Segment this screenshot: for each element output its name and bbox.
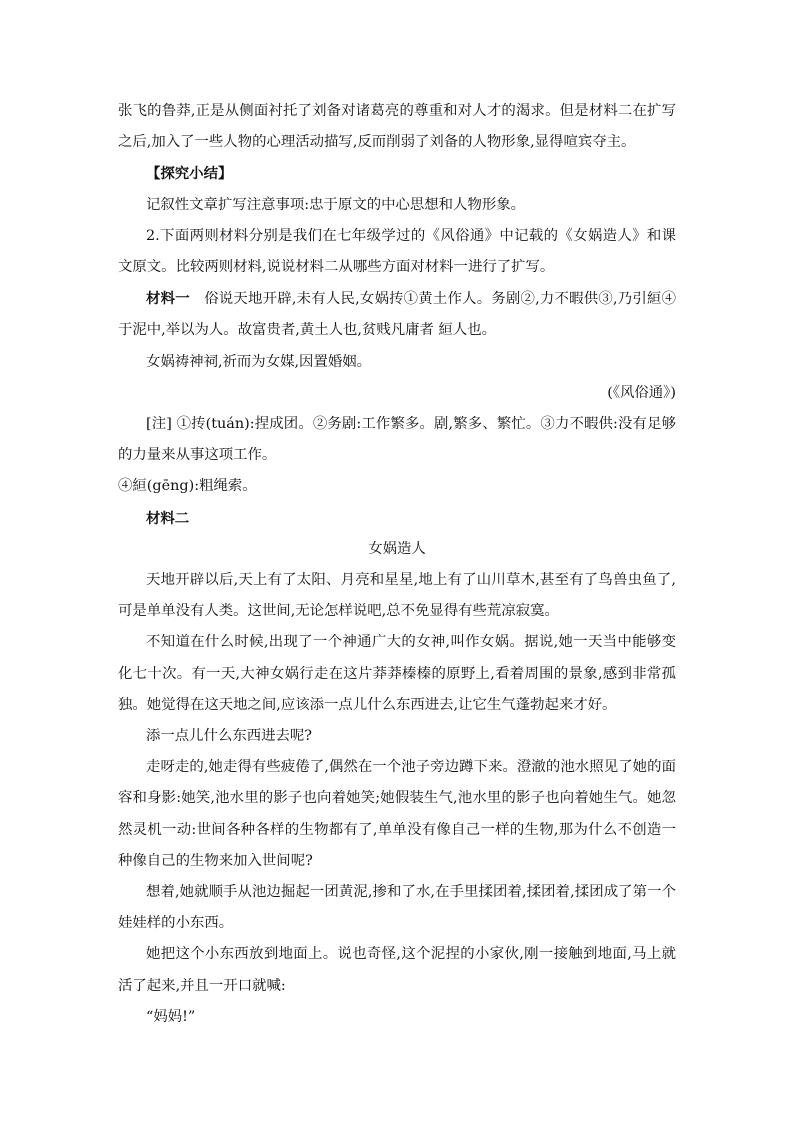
material-one-text: 俗说天地开辟,未有人民,女娲抟①黄土作人。务剧②,力不暇供③,乃引絙④于泥中,举以为人。故富贵者,黄土人也,贫贱凡庸者 絙人也。 xyxy=(118,291,676,339)
material-one-label: 材料一 xyxy=(146,290,190,308)
story-paragraph: 想着,她就顺手从池边掘起一团黄泥,掺和了水,在手里揉团着,揉团着,揉团成了第一个娃娃样的小东西。 xyxy=(118,884,676,932)
story-paragraph: “妈妈!” xyxy=(146,1008,196,1025)
note-paragraph-2: ④絙(gēng):粗绳索。 xyxy=(118,478,257,495)
material-one-text-2: 女娲祷神祠,祈而为女媒,因置婚姻。 xyxy=(146,353,372,370)
section-heading: 【探究小结】 xyxy=(146,165,233,183)
story-title: 女娲造人 xyxy=(368,540,426,557)
story-paragraph: 不知道在什么时候,出现了一个神通广大的女神,叫作女娲。据说,她一天当中能够变化七十次。有一天,大神女娲行走在这片莽莽榛榛的原野上,看着周围的景象,感到非常孤独。她觉得在这天地之间,应该添一点儿什么东西进去,让它生气蓬勃起来才好。 xyxy=(118,634,676,713)
story-paragraph: 天地开辟以后,天上有了太阳、月亮和星星,地上有了山川草木,甚至有了鸟兽虫鱼了,可是单单没有人类。这世间,无论怎样说吧,总不免显得有些荒凉寂寞。 xyxy=(118,572,676,620)
story-paragraph: 她把这个小东西放到地面上。说也奇怪,这个泥捏的小家伙,刚一接触到地面,马上就活了起来,并且一开口就喊: xyxy=(118,946,676,994)
story-paragraph: 添一点儿什么东西进去呢? xyxy=(146,728,313,745)
summary-paragraph: 记叙性文章扩写注意事项:忠于原文的中心思想和人物形象。 xyxy=(146,196,526,213)
document-page xyxy=(118,96,676,1033)
note-paragraph: [注] ①抟(tuán):捏成团。②务剧:工作繁多。剧,繁多、繁忙。③力不暇供:没有足够的力量来从事这项工作。 xyxy=(118,416,676,464)
source-citation: (《风俗通》) xyxy=(607,384,676,401)
paragraph-continued: 张飞的鲁莽,正是从侧面衬托了刘备对诸葛亮的尊重和对人才的渴求。但是材料二在扩写之后,加入了一些人物的心理活动描写,反而削弱了刘备的人物形象,显得喧宾夺主。 xyxy=(118,103,676,151)
story-paragraph: 走呀走的,她走得有些疲倦了,偶然在一个池子旁边蹲下来。澄澈的池水照见了她的面容和身影:她笑,池水里的影子也向着她笑;她假装生气,池水里的影子也向着她生气。她忽然灵机一动:世间各种各样的生物都有了,单单没有像自己一样的生物,那为什么不创造一种像自己的生物来加入世间呢? xyxy=(118,759,676,869)
material-one-paragraph xyxy=(118,283,676,346)
question-paragraph: 2.下面两则材料分别是我们在七年级学过的《风俗通》中记载的《女娲造人》和课文原文。比较两则材料,说说材料二从哪些方面对材料一进行了扩写。 xyxy=(118,227,676,276)
material-two-label: 材料二 xyxy=(146,509,190,527)
